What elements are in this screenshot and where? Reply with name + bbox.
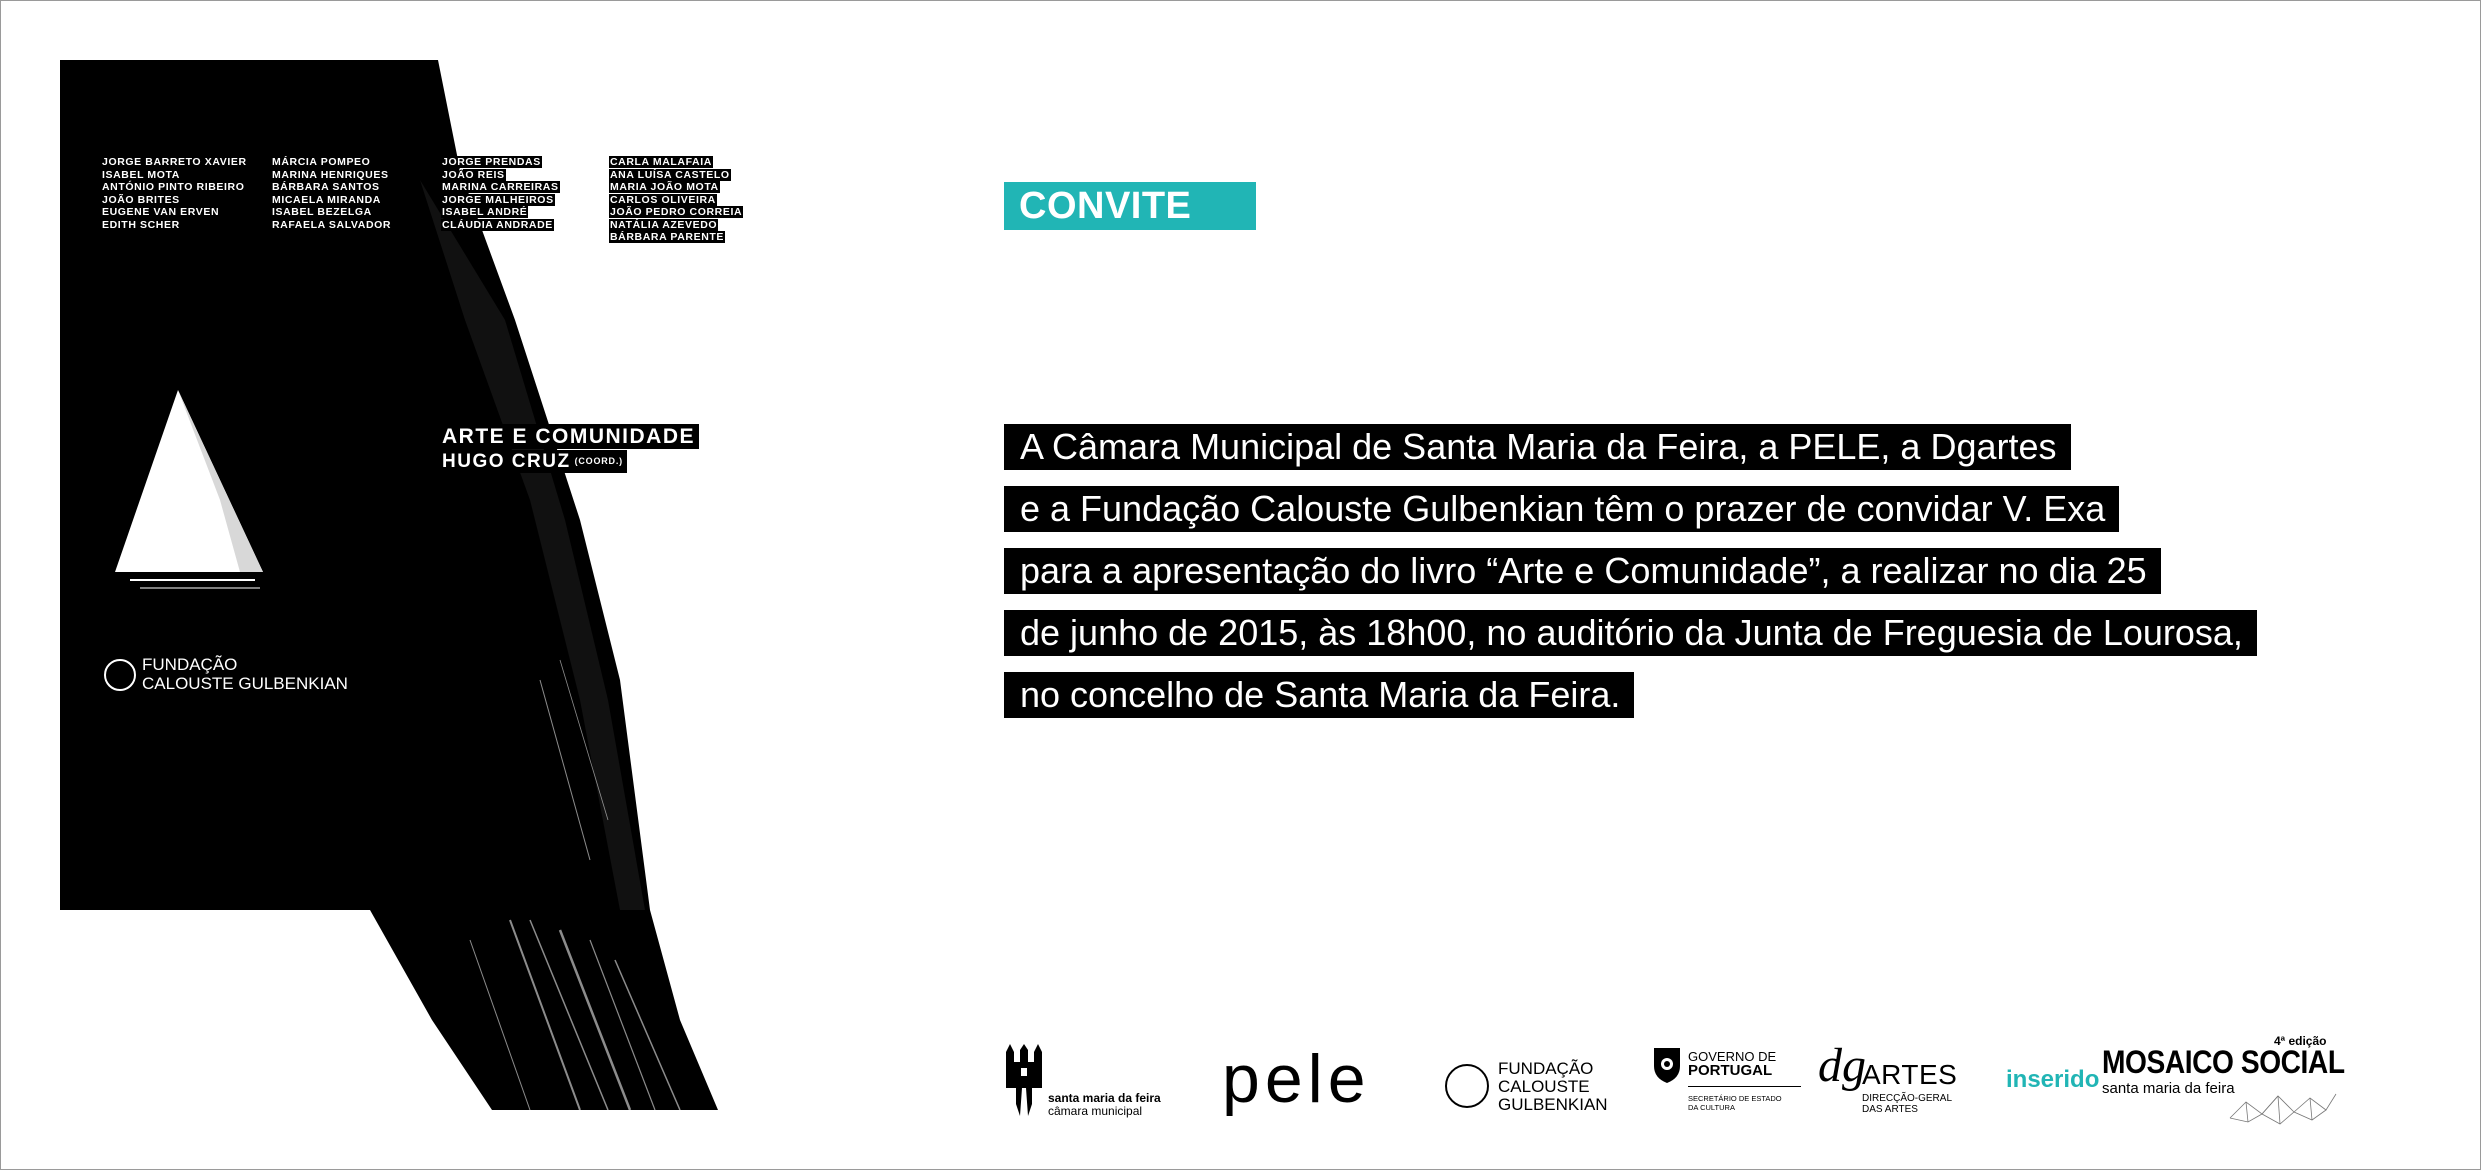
cover-name: EDITH SCHER (102, 218, 180, 231)
portugal-shield-icon (1652, 1046, 1682, 1084)
invitation-text (1004, 424, 2257, 734)
gulbenkian-line: FUNDAÇÃO (1498, 1059, 1594, 1078)
castle-icon (1004, 1044, 1044, 1116)
gov-line: GOVERNO DE (1688, 1049, 1777, 1064)
cover-name: NATÁLIA AZEVEDO (610, 218, 718, 231)
invitation-line: A Câmara Municipal de Santa Maria da Feira, a PELE, a Dgartes (1004, 424, 2071, 470)
smf-subtitle: câmara municipal (1048, 1104, 1143, 1118)
dgartes-name: ARTES (1862, 1059, 1958, 1090)
cover-name: MÁRCIA POMPEO (272, 156, 371, 168)
cover-name: JORGE MALHEIROS (442, 193, 554, 206)
dgartes-sub-line: DAS ARTES (1862, 1104, 1918, 1115)
cover-names-column-2 (272, 156, 391, 231)
cover-name: EUGENE VAN ERVEN (102, 206, 220, 218)
smf-camara-logo (1004, 1044, 1161, 1121)
mosaico-edition: 4ª edição (2274, 1034, 2327, 1048)
governo-portugal-logo (1652, 1046, 1782, 1112)
inserido-label: inserido (2006, 1066, 2100, 1093)
cover-name: JOÃO REIS (442, 168, 505, 181)
invitation-line: de junho de 2015, às 18h00, no auditório da Junta de Freguesia de Lourosa, (1004, 610, 2257, 656)
cover-names-column-4 (609, 156, 743, 244)
cover-name: ANTÓNIO PINTO RIBEIRO (102, 181, 245, 193)
gulbenkian-line: GULBENKIAN (1498, 1095, 1608, 1114)
cover-name: ISABEL MOTA (102, 168, 180, 181)
cover-name: ISABEL ANDRÉ (442, 206, 528, 218)
cover-name: MARINA CARREIRAS (442, 181, 559, 193)
dgartes-sub-line: DIRECÇÃO-GERAL (1862, 1093, 1953, 1104)
gov-divider (1688, 1086, 1801, 1087)
cover-publisher-line: FUNDAÇÃO (142, 655, 238, 674)
cover-name: JOÃO BRITES (102, 193, 180, 206)
gov-title (1688, 1050, 1776, 1078)
cover-name: BÁRBARA PARENTE (610, 231, 724, 243)
cover-author-name: HUGO CRUZ (442, 451, 571, 472)
mosaico-subtitle: santa maria da feira (2102, 1080, 2235, 1097)
gulbenkian-footer-text (1498, 1060, 1608, 1114)
cover-name: MARINA HENRIQUES (272, 168, 389, 181)
mosaic-network-icon (2228, 1088, 2338, 1126)
cover-book-title: ARTE E COMUNIDADE (440, 424, 699, 449)
book-cover (60, 60, 808, 1110)
invitation-heading: CONVITE (1004, 182, 1256, 230)
cover-name: RAFAELA SALVADOR (272, 218, 392, 231)
cover-name: JORGE PRENDAS (442, 156, 541, 168)
smf-text (1048, 1092, 1161, 1118)
gov-line: PORTUGAL (1688, 1062, 1773, 1079)
smf-name: santa maria da feira (1048, 1091, 1161, 1105)
cover-publisher-text (142, 655, 348, 693)
cover-name: ISABEL BEZELGA (272, 206, 372, 218)
cover-publisher-line: CALOUSTE GULBENKIAN (142, 674, 348, 693)
invitation-line: e a Fundação Calouste Gulbenkian têm o prazer de convidar V. Exa (1004, 486, 2119, 532)
cover-name: CARLOS OLIVEIRA (610, 193, 716, 206)
gulbenkian-emblem-icon (1445, 1064, 1489, 1108)
cover-name: JOÃO PEDRO CORREIA (610, 206, 743, 218)
mosaico-title: MOSAICO SOCIAL (2102, 1044, 2345, 1080)
cover-name: BÁRBARA SANTOS (272, 181, 380, 193)
cover-name: MARIA JOÃO MOTA (610, 181, 719, 193)
cover-names-column-1 (102, 156, 247, 231)
cover-name: MICAELA MIRANDA (272, 193, 381, 206)
gov-sub-line: DA CULTURA (1688, 1103, 1735, 1112)
cover-author-note: (COORD.) (574, 456, 623, 466)
cover-names-column-3 (441, 156, 560, 231)
pele-logo: pele (1222, 1041, 1371, 1117)
cover-name: CARLA MALAFAIA (610, 156, 712, 168)
cover-author (440, 450, 627, 473)
dgartes-subtitle (1862, 1093, 1952, 1115)
invitation-line: para a apresentação do livro “Arte e Comunidade”, a realizar no dia 25 (1004, 548, 2161, 594)
cover-name: CLÁUDIA ANDRADE (442, 218, 553, 231)
cover-name: ANA LUÍSA CASTELO (610, 168, 730, 181)
invitation-line: no concelho de Santa Maria da Feira. (1004, 672, 1634, 718)
gov-subtitle (1688, 1094, 1782, 1112)
dgartes-mark: dg (1818, 1039, 1866, 1092)
cover-name: JORGE BARRETO XAVIER (102, 156, 247, 168)
cover-title-block (440, 424, 699, 473)
gulbenkian-line: CALOUSTE (1498, 1077, 1590, 1096)
gov-sub-line: SECRETÁRIO DE ESTADO (1688, 1094, 1782, 1103)
gulbenkian-emblem-icon (104, 659, 136, 691)
